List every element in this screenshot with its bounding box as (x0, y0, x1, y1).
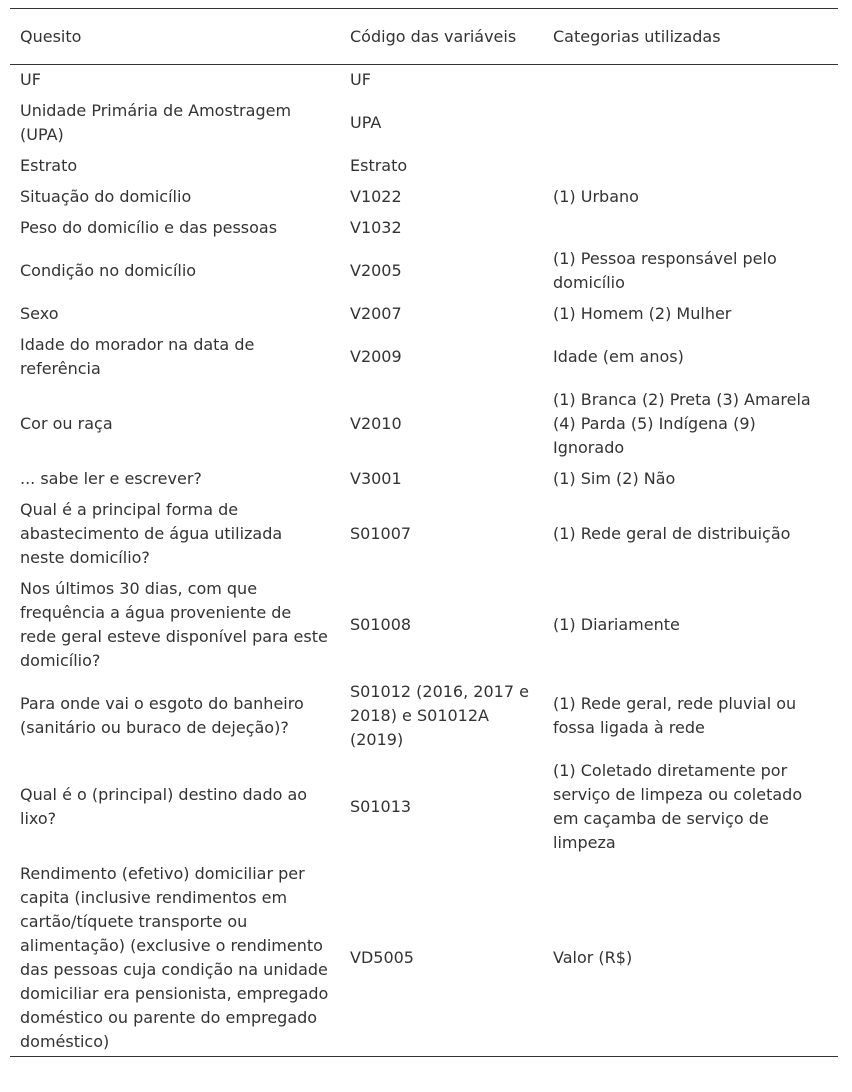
cell-quesito: Situação do domicílio (20, 187, 192, 206)
cell-categorias (543, 213, 838, 244)
cell-categorias: (1) Sim (2) Não (553, 469, 676, 488)
cell-codigo: VD5005 (340, 859, 543, 1057)
table-row (10, 65, 838, 97)
table-row (10, 330, 838, 385)
table-row (10, 464, 838, 495)
header-codigo: Código das variáveis (340, 9, 543, 65)
cell-codigo: V2009 (350, 347, 402, 366)
cell-categorias: (1) Branca (2) Preta (3) Amarela (4) Parda (5) Indígena (9) Ignorado (553, 390, 811, 457)
cell-codigo: S01013 (350, 797, 412, 816)
table-row (10, 299, 838, 330)
cell-codigo: V1022 (350, 187, 402, 206)
cell-quesito: Qual é o (principal) destino dado ao lixo? (20, 785, 308, 828)
table-row (10, 859, 838, 1057)
table-row (10, 151, 838, 182)
header-categorias: Categorias utilizadas (543, 9, 838, 65)
table-row (10, 244, 838, 299)
cell-categorias: (1) Homem (2) Mulher (553, 304, 732, 323)
cell-codigo: V3001 (350, 469, 402, 488)
cell-codigo: S01007 (350, 524, 412, 543)
cell-quesito: Qual é a principal forma de abastecimento de água utilizada neste domicílio? (20, 500, 283, 567)
cell-quesito: Idade do morador na data de referência (20, 335, 255, 378)
cell-categorias: Valor (R$) (543, 859, 838, 1057)
table-row (10, 677, 838, 756)
table-header (10, 9, 838, 65)
cell-categorias (543, 96, 838, 151)
cell-categorias: Idade (em anos) (553, 347, 684, 366)
cell-categorias: (1) Coletado diretamente por serviço de limpeza ou coletado em caçamba de serviço de limpeza (553, 761, 803, 852)
variables-table (10, 8, 838, 1057)
header-row (10, 9, 838, 65)
cell-quesito: Sexo (20, 304, 59, 323)
cell-codigo: V1032 (350, 218, 402, 237)
cell-quesito: UF (20, 70, 41, 89)
table-row (10, 495, 838, 574)
table-row (10, 385, 838, 464)
cell-categorias: (1) Urbano (553, 187, 639, 206)
table-row (10, 213, 838, 244)
cell-quesito: Peso do domicílio e das pessoas (20, 218, 278, 237)
table-row (10, 96, 838, 151)
cell-codigo: UPA (350, 113, 382, 132)
cell-categorias: (1) Diariamente (553, 615, 680, 634)
table-body (10, 65, 838, 1057)
cell-categorias: (1) Pessoa responsável pelo domicílio (553, 249, 777, 292)
cell-quesito: ... sabe ler e escrever? (20, 469, 202, 488)
cell-codigo: V2005 (350, 261, 402, 280)
cell-quesito: Unidade Primária de Amostragem (UPA) (20, 101, 292, 144)
cell-categorias (543, 151, 838, 182)
cell-codigo: S01008 (350, 615, 412, 634)
cell-quesito: Rendimento (efetivo) domiciliar per capita (inclusive rendimentos em cartão/tíquete transporte ou alimentação) (exclusive o rendimento das pessoas cuja condição na unidade domiciliar era pensionista, empregado doméstico ou parente do empregado doméstico) (10, 859, 340, 1057)
cell-quesito: Nos últimos 30 dias, com que frequência a água proveniente de rede geral esteve disponível para este domicílio? (20, 579, 328, 670)
table-row (10, 182, 838, 213)
cell-categorias: (1) Rede geral de distribuição (553, 524, 791, 543)
cell-codigo: V2007 (350, 304, 402, 323)
table-row (10, 574, 838, 677)
cell-codigo: UF (350, 70, 371, 89)
cell-codigo: S01012 (2016, 2017 e 2018) e S01012A (2019) (350, 682, 529, 749)
cell-codigo: Estrato (350, 156, 408, 175)
table-row (10, 756, 838, 859)
cell-quesito: Para onde vai o esgoto do banheiro (sanitário ou buraco de dejeção)? (20, 694, 304, 737)
cell-categorias: (1) Rede geral, rede pluvial ou fossa ligada à rede (553, 694, 797, 737)
cell-categorias (543, 65, 838, 97)
cell-quesito: Cor ou raça (20, 414, 113, 433)
header-quesito: Quesito (10, 9, 340, 65)
cell-quesito: Condição no domicílio (20, 261, 197, 280)
cell-quesito: Estrato (20, 156, 78, 175)
cell-codigo: V2010 (350, 414, 402, 433)
